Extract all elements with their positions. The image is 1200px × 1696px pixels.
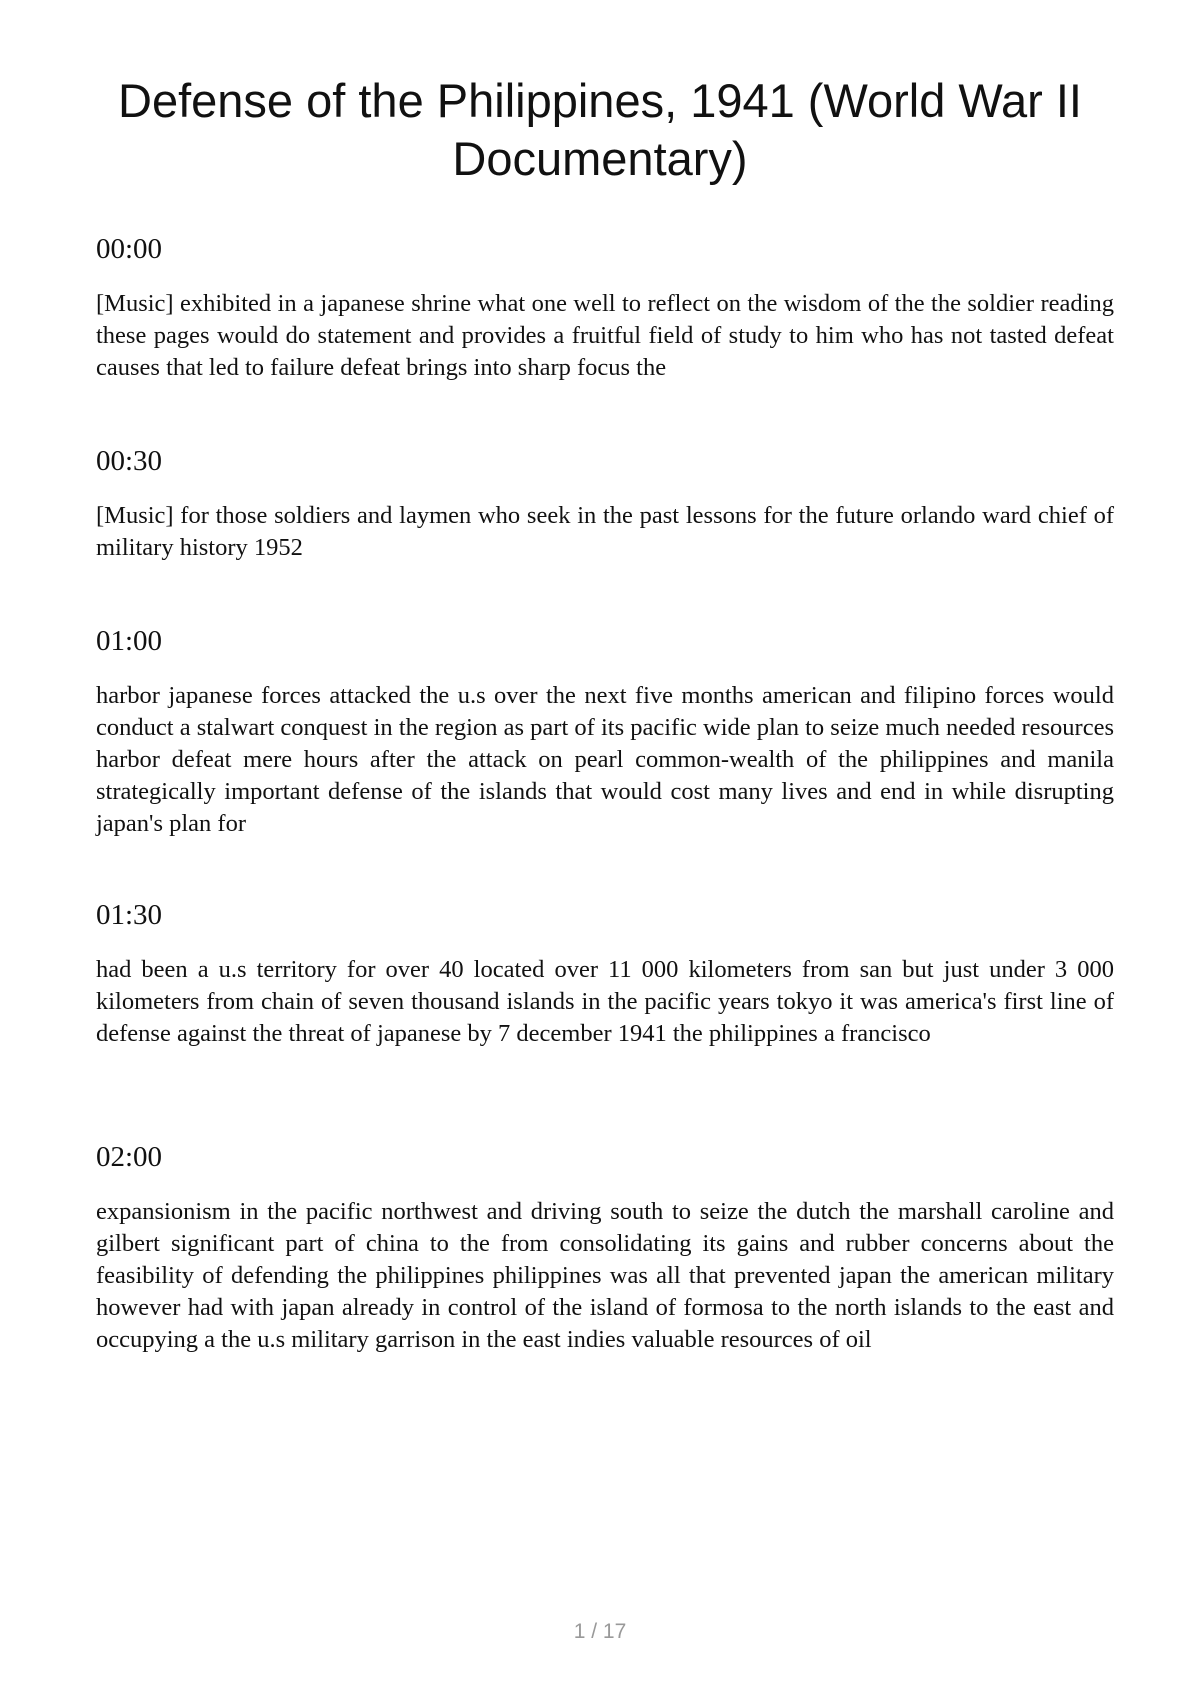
timestamp: 01:30 [96,899,163,931]
page-indicator: 1 / 17 [573,1620,627,1643]
transcript-text: [Music] for those soldiers and laymen who seek in the past lessons for the future orlando ward chief of military history 1952 [96,502,1114,561]
timestamp: 00:00 [96,233,163,265]
transcript-section-0130 [96,898,1114,1050]
timestamp: 01:00 [96,625,163,657]
document-title: Defense of the Philippines, 1941 (World War II Documentary) [118,74,1082,185]
transcript-section-0100 [96,624,1114,840]
transcript-section-0200 [96,1140,1114,1356]
timestamp: 02:00 [96,1141,163,1173]
transcript-section-0000 [96,232,1114,384]
transcript-text: expansionism in the pacific northwest and driving south to seize the dutch the marshall caroline and gilbert significant part of china to the from consolidating its gains and rubber concerns about the feasibility of defending the philippines philippines was all that prevented japan the american military however had with japan already in control of the island of formosa to the north islands to the east and occupying a the u.s military garrison in the east indies valuable resources of oil [96,1198,1114,1353]
timestamp: 00:30 [96,445,163,477]
transcript-text: had been a u.s territory for over 40 located over 11 000 kilometers from san but just under 3 000 kilometers from chain of seven thousand islands in the pacific years tokyo it was america's first line of defense against the threat of japanese by 7 december 1941 the philippines a francisco [96,956,1114,1047]
transcript-text: harbor japanese forces attacked the u.s over the next five months american and filipino forces would conduct a stalwart conquest in the region as part of its pacific wide plan to seize much needed resources harbor defeat mere hours after the attack on pearl common-wealth of the philippines and manila strategically important defense of the islands that would cost many lives and end in while disrupting japan's plan for [96,682,1114,837]
transcript-section-0030 [96,444,1114,564]
transcript-text: [Music] exhibited in a japanese shrine what one well to reflect on the wisdom of the the soldier reading these pages would do statement and provides a fruitful field of study to him who has not tasted defeat causes that led to failure defeat brings into sharp focus the [96,290,1114,381]
